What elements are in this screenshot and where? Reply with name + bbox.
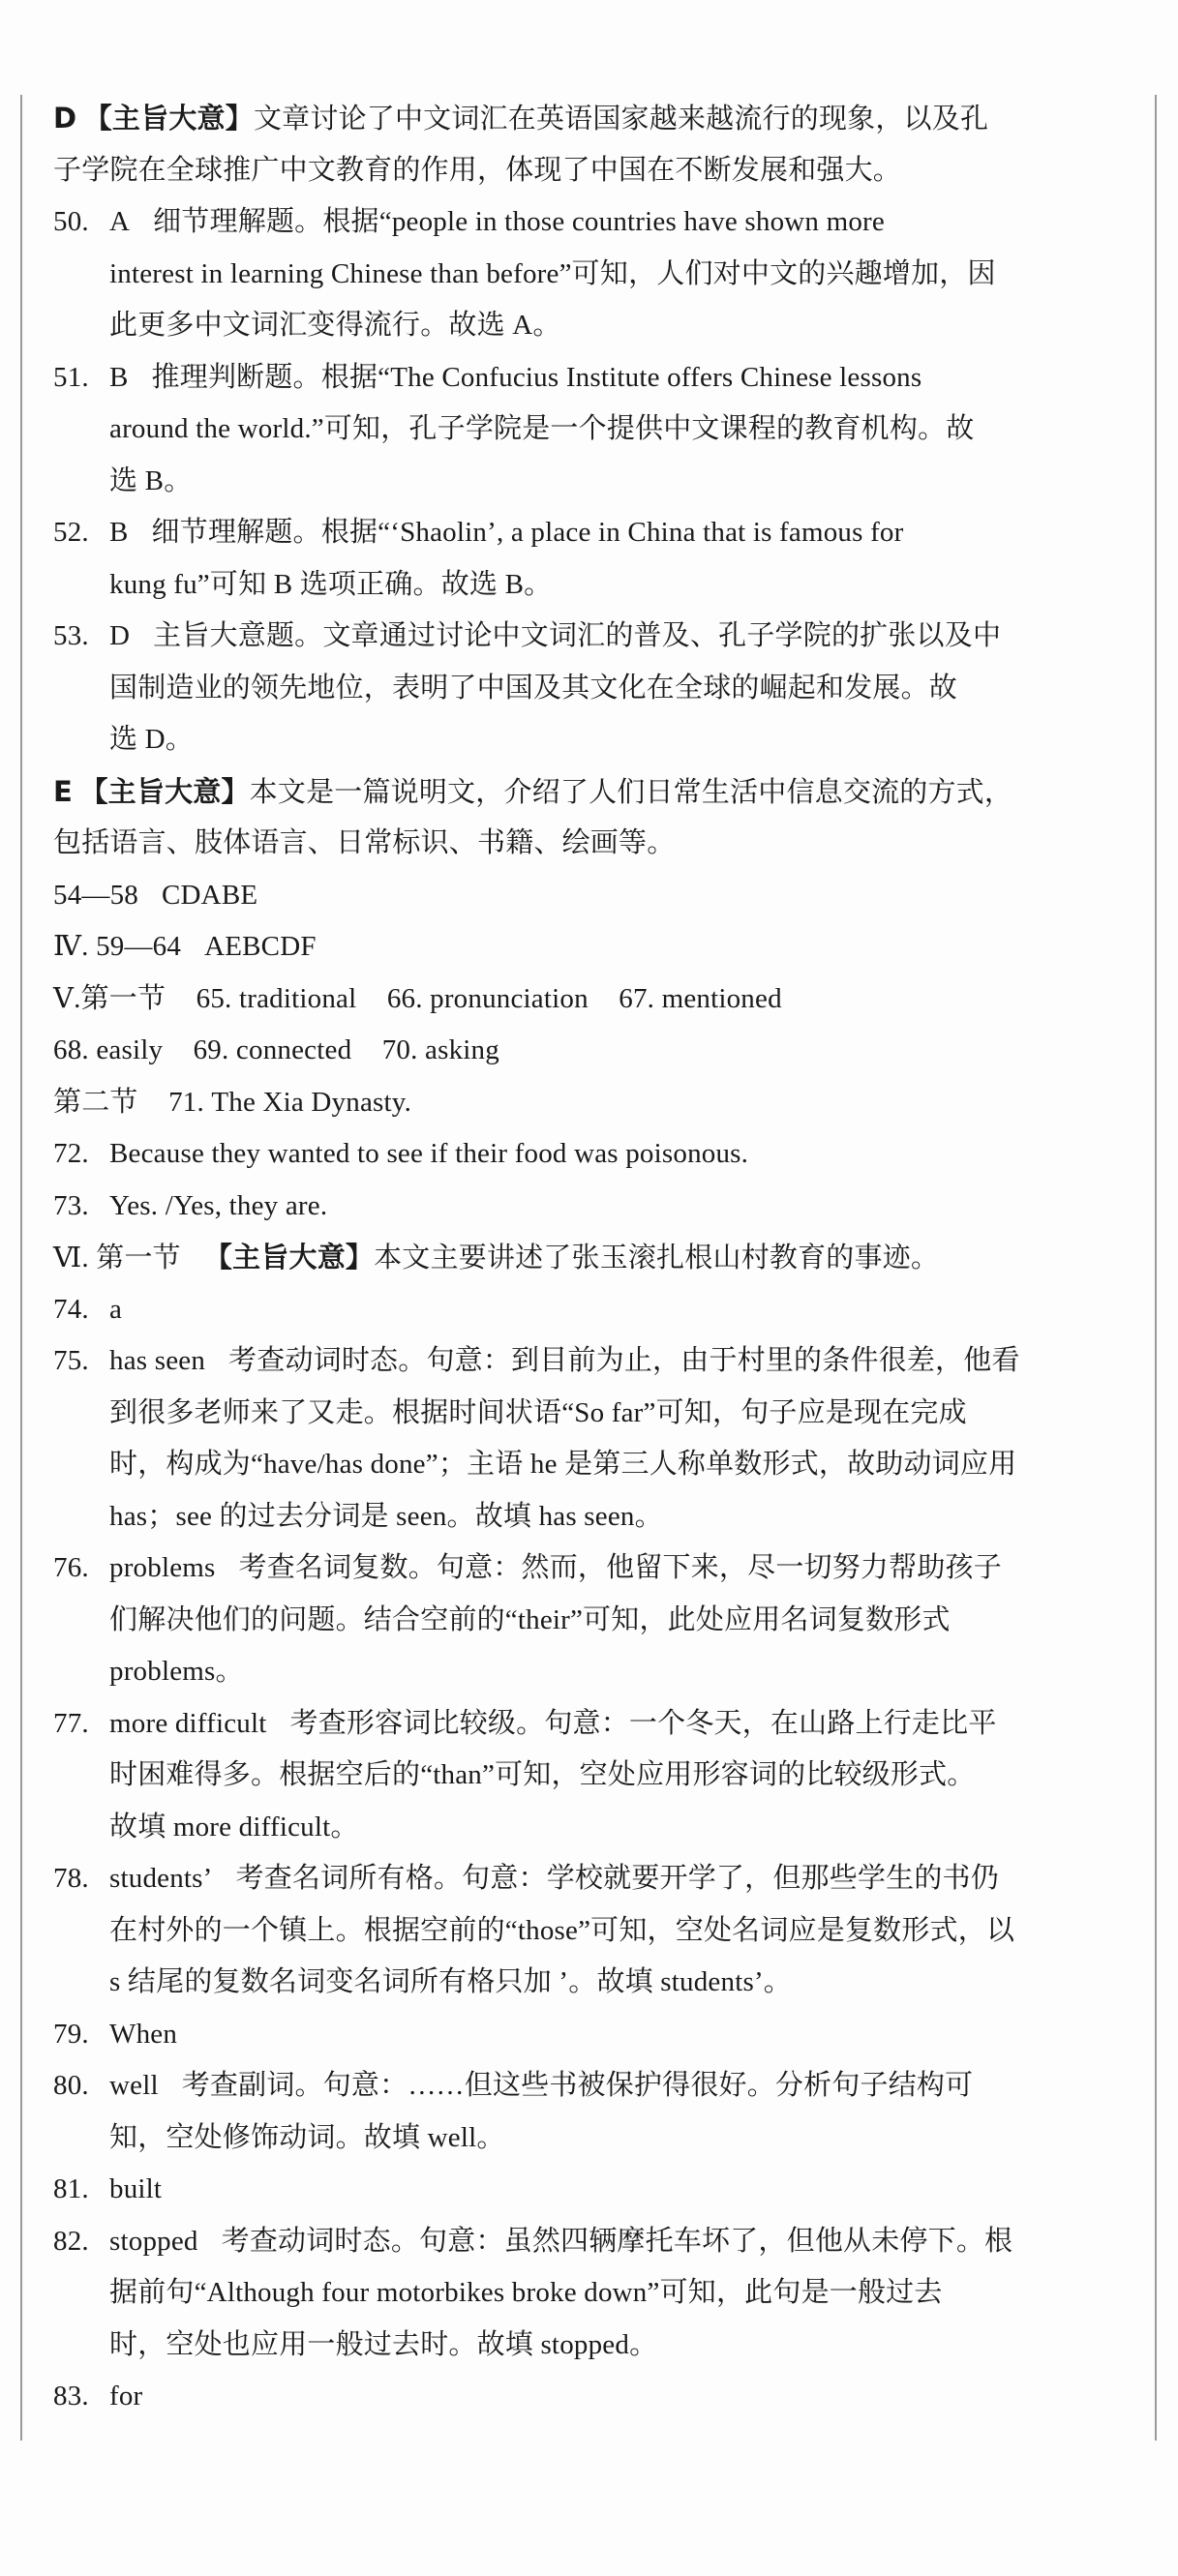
explanation-cont bbox=[53, 2267, 1118, 2320]
question-number: 53. bbox=[53, 620, 89, 651]
answer-sentence: The Xia Dynasty. bbox=[211, 1086, 412, 1118]
explanation-cont bbox=[53, 456, 1118, 508]
explanation-cont bbox=[53, 1595, 1118, 1647]
part-v-section1-row2 bbox=[53, 1025, 1118, 1077]
explanation: 细节理解题。根据“‘Shaolin’, a place in China that is famous for bbox=[151, 517, 904, 548]
explanation: 时，空处也应用一般过去时。故填 stopped。 bbox=[109, 2328, 658, 2360]
explanation-cont bbox=[53, 1388, 1118, 1440]
section-label: D bbox=[53, 102, 77, 135]
answer-item-80 bbox=[53, 2060, 1118, 2112]
explanation: 考查形容词比较级。句意：一个冬天，在山路上行走比平 bbox=[289, 1707, 997, 1739]
answer-word: for bbox=[109, 2381, 143, 2411]
question-number: 51. bbox=[53, 361, 89, 393]
explanation: 考查动词时态。句意：到目前为止，由于村里的条件很差，他看 bbox=[228, 1345, 1020, 1376]
explanation: 知，空处修饰动词。故填 well。 bbox=[109, 2121, 505, 2153]
explanation: 时困难得多。根据空后的“than”可知，空处应用形容词的比较级形式。 bbox=[109, 1759, 976, 1790]
explanation: 据前句“Although four motorbikes broke down”可知，此句是一般过去 bbox=[109, 2277, 943, 2308]
explanation: 考查副词。句意：……但这些书被保护得很好。分析句子结构可 bbox=[181, 2070, 974, 2101]
answer-item-51 bbox=[53, 352, 1118, 404]
answer-sentence: Because they wanted to see if their food was poisonous. bbox=[109, 1138, 749, 1169]
explanation-cont bbox=[53, 2320, 1118, 2372]
explanation: around the world.”可知，孔子学院是一个提供中文课程的教育机构。故 bbox=[109, 413, 975, 444]
question-number: 50. bbox=[53, 206, 89, 237]
explanation-cont bbox=[53, 663, 1118, 715]
answer-item-83 bbox=[53, 2371, 1118, 2423]
question-number: 66. bbox=[386, 982, 423, 1014]
question-number: 77. bbox=[53, 1707, 89, 1739]
summary-text: 子学院在全球推广中文教育的作用，体现了中国在不断发展和强大。 bbox=[53, 154, 902, 186]
explanation-cont bbox=[53, 300, 1118, 352]
section-d-summary-cont bbox=[53, 145, 1118, 197]
part-iv-answers bbox=[53, 921, 1118, 973]
question-number: 68. bbox=[53, 1034, 89, 1065]
question-number: 79. bbox=[53, 2018, 89, 2050]
answer-item-79 bbox=[53, 2009, 1118, 2061]
answer-word: stopped bbox=[109, 2225, 198, 2257]
answer-word: mentioned bbox=[661, 982, 782, 1014]
explanation: 考查名词复数。句意：然而，他留下来，尽一切努力帮助孩子 bbox=[238, 1552, 1002, 1583]
question-number: 76. bbox=[53, 1552, 89, 1583]
answer-word: more difficult bbox=[109, 1707, 267, 1739]
explanation-cont bbox=[53, 2112, 1118, 2165]
part-roman-numeral: Ⅵ. bbox=[53, 1243, 89, 1273]
explanation-cont bbox=[53, 1905, 1118, 1958]
explanation: 国制造业的领先地位，表明了中国及其文化在全球的崛起和发展。故 bbox=[109, 672, 958, 704]
question-number: 83. bbox=[53, 2381, 89, 2411]
explanation-cont bbox=[53, 404, 1118, 456]
explanation-cont bbox=[53, 249, 1118, 301]
question-range: 59—64 bbox=[96, 931, 182, 962]
explanation: 细节理解题。根据“people in those countries have shown more bbox=[153, 206, 885, 237]
answer-word: well bbox=[109, 2070, 159, 2101]
question-number: 75. bbox=[53, 1345, 89, 1376]
answer-sequence: AEBCDF bbox=[204, 931, 317, 962]
explanation-cont bbox=[53, 714, 1118, 766]
summary-text: 包括语言、肢体语言、日常标识、书籍、绘画等。 bbox=[53, 827, 676, 858]
explanation: 主旨大意题。文章通过讨论中文词汇的普及、孔子学院的扩张以及中 bbox=[153, 620, 1002, 651]
answer-word: a bbox=[109, 1293, 123, 1325]
explanation-cont bbox=[53, 1957, 1118, 2009]
answer-word: students’ bbox=[109, 1863, 213, 1894]
section-e-summary bbox=[53, 766, 1118, 819]
answer-word: built bbox=[109, 2173, 163, 2204]
answer-word: asking bbox=[425, 1034, 499, 1065]
answer-item-81 bbox=[53, 2164, 1118, 2216]
part-roman-numeral: Ⅴ. bbox=[53, 982, 81, 1014]
section-heading: 第二节 bbox=[53, 1086, 138, 1118]
part-vi-summary bbox=[53, 1232, 1118, 1284]
explanation: has；see 的过去分词是 seen。故填 has seen。 bbox=[109, 1500, 663, 1532]
answer-item-52 bbox=[53, 507, 1118, 559]
explanation-cont bbox=[53, 1491, 1118, 1543]
answer-word: problems bbox=[109, 1552, 216, 1583]
answer-sentence: Yes. /Yes, they are. bbox=[109, 1189, 328, 1221]
section-heading: 第一节 bbox=[80, 982, 166, 1014]
answer-word: connected bbox=[235, 1034, 352, 1065]
summary-text: 本文主要讲述了张玉滚扎根山村教育的事迹。 bbox=[374, 1243, 940, 1273]
question-number: 67. bbox=[619, 982, 655, 1014]
explanation-cont bbox=[53, 1646, 1118, 1698]
explanation: kung fu”可知 B 选项正确。故选 B。 bbox=[109, 568, 553, 600]
explanation: problems。 bbox=[109, 1656, 244, 1687]
explanation: 们解决他们的问题。结合空前的“their”可知，此处应用名词复数形式 bbox=[109, 1603, 951, 1635]
answer-item-50 bbox=[53, 196, 1118, 249]
explanation-cont bbox=[53, 1439, 1118, 1491]
explanation: 时，构成为“have/has done”；主语 he 是第三人称单数形式，故助动词应用 bbox=[109, 1449, 1017, 1480]
question-number: 73. bbox=[53, 1189, 89, 1221]
main-idea-tag: 【主旨大意】 bbox=[83, 102, 254, 135]
answer-item-73 bbox=[53, 1181, 1118, 1233]
answer-choice: D bbox=[109, 620, 131, 651]
explanation: 此更多中文词汇变得流行。故选 A。 bbox=[109, 310, 561, 341]
answer-word: traditional bbox=[238, 982, 357, 1014]
question-number: 80. bbox=[53, 2070, 89, 2101]
answer-word: easily bbox=[96, 1034, 164, 1065]
answer-word: has seen bbox=[109, 1345, 206, 1376]
answer-item-53 bbox=[53, 611, 1118, 663]
question-number: 82. bbox=[53, 2225, 89, 2257]
explanation: 推理判断题。根据“The Confucius Institute offers Chinese lessons bbox=[151, 361, 922, 393]
question-number: 52. bbox=[53, 517, 89, 548]
explanation: 选 B。 bbox=[109, 464, 193, 496]
answer-choice: B bbox=[109, 517, 129, 548]
answer-item-74 bbox=[53, 1284, 1118, 1336]
question-range: 54—58 bbox=[53, 879, 138, 911]
explanation-cont bbox=[53, 559, 1118, 612]
answer-item-77 bbox=[53, 1698, 1118, 1751]
section-e-summary-cont bbox=[53, 818, 1118, 870]
part-roman-numeral: Ⅳ. bbox=[53, 931, 89, 962]
answer-key-content bbox=[53, 93, 1118, 2423]
explanation-cont bbox=[53, 1802, 1118, 1854]
explanation: 选 D。 bbox=[109, 724, 194, 755]
answer-word: pronunciation bbox=[430, 982, 589, 1014]
question-number: 74. bbox=[53, 1293, 89, 1325]
explanation: 考查动词时态。句意：虽然四辆摩托车坏了，但他从未停下。根 bbox=[221, 2225, 1013, 2257]
main-idea-tag: 【主旨大意】 bbox=[203, 1241, 375, 1273]
explanation: 考查名词所有格。句意：学校就要开学了，但那些学生的书仍 bbox=[235, 1863, 999, 1894]
answer-sequence: CDABE bbox=[162, 879, 258, 911]
answer-item-54-58 bbox=[53, 870, 1118, 922]
explanation-cont bbox=[53, 1750, 1118, 1802]
explanation: 故填 more difficult。 bbox=[109, 1811, 359, 1842]
answer-item-78 bbox=[53, 1853, 1118, 1905]
question-number: 78. bbox=[53, 1863, 89, 1894]
section-heading: 第一节 bbox=[96, 1243, 181, 1273]
summary-text: 本文是一篇说明文，介绍了人们日常生活中信息交流的方式， bbox=[249, 776, 1013, 808]
section-label: E bbox=[53, 774, 74, 808]
question-number: 72. bbox=[53, 1138, 89, 1169]
question-number: 71. bbox=[168, 1086, 204, 1118]
explanation: s 结尾的复数名词变名词所有格只加 ’。故填 students’。 bbox=[109, 1966, 793, 1997]
explanation: 在村外的一个镇上。根据空前的“those”可知，空处名词应是复数形式，以 bbox=[109, 1914, 1015, 1946]
answer-choice: A bbox=[109, 206, 131, 237]
answer-item-72 bbox=[53, 1128, 1118, 1181]
question-number: 70. bbox=[381, 1034, 418, 1065]
section-d-summary bbox=[53, 93, 1118, 145]
answer-choice: B bbox=[109, 361, 129, 393]
explanation: interest in learning Chinese than before”可知，人们对中文的兴趣增加，因 bbox=[109, 257, 996, 289]
part-v-section2-q71 bbox=[53, 1077, 1118, 1129]
answer-item-82 bbox=[53, 2216, 1118, 2268]
answer-item-76 bbox=[53, 1543, 1118, 1595]
summary-text: 文章讨论了中文词汇在英语国家越来越流行的现象，以及孔 bbox=[253, 104, 989, 135]
main-idea-tag: 【主旨大意】 bbox=[79, 774, 250, 808]
question-number: 69. bbox=[193, 1034, 229, 1065]
part-v-section1-row1 bbox=[53, 973, 1118, 1026]
answer-item-75 bbox=[53, 1335, 1118, 1388]
question-number: 81. bbox=[53, 2173, 89, 2204]
answer-word: When bbox=[109, 2018, 178, 2050]
explanation: 到很多老师来了又走。根据时间状语“So far”可知，句子应是现在完成 bbox=[109, 1396, 967, 1428]
question-number: 65. bbox=[196, 982, 232, 1014]
